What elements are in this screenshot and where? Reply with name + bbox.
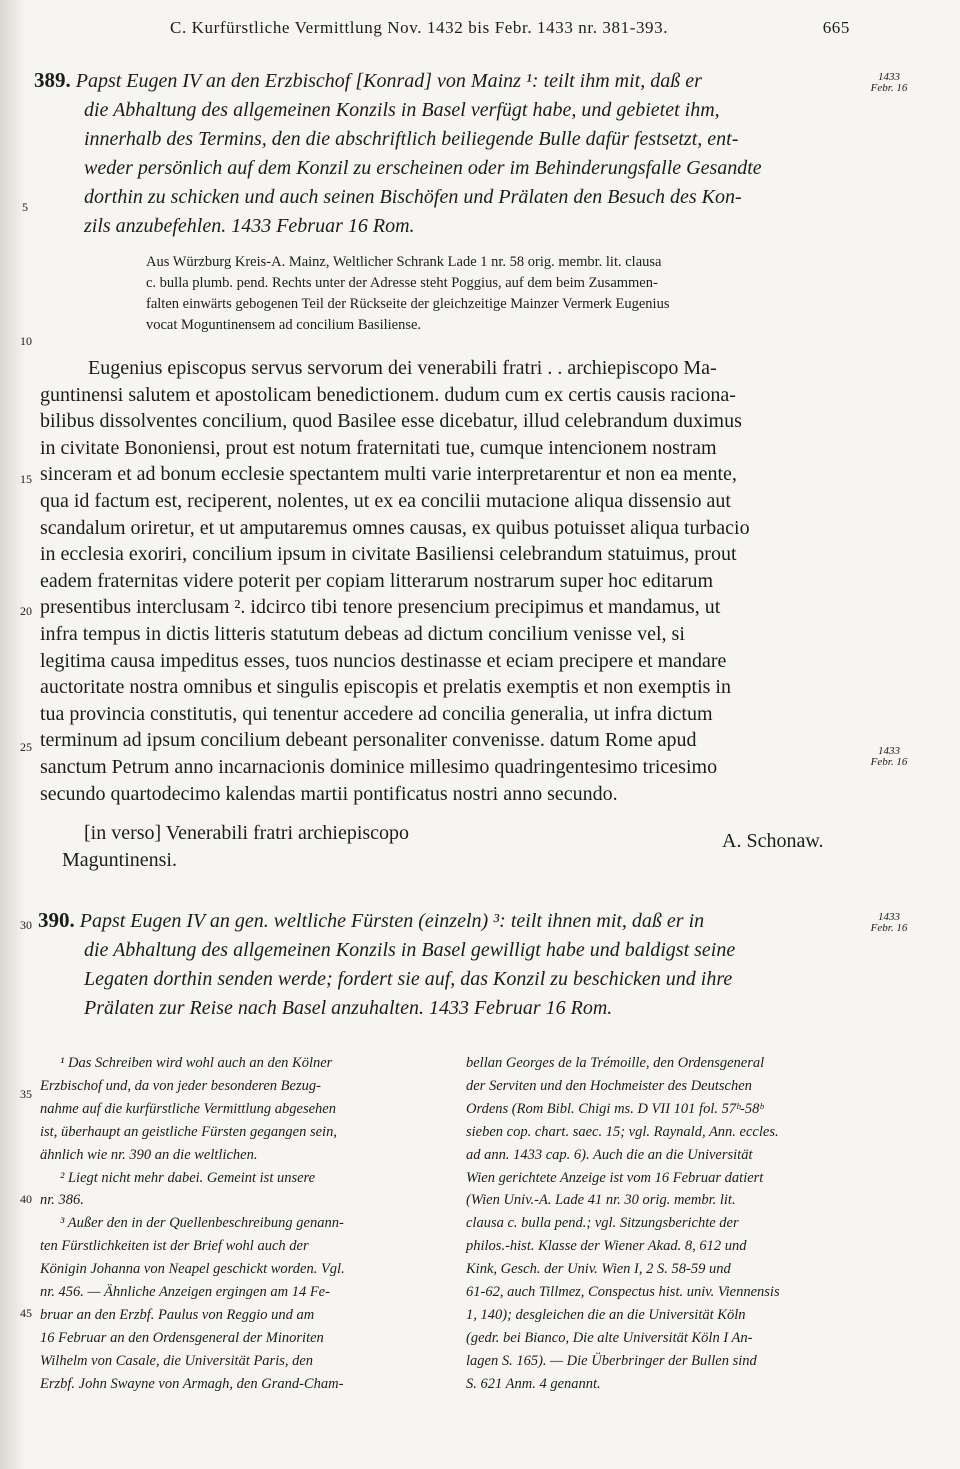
regest-line: dorthin zu schicken und auch seinen Bischöfen und Prälaten den Besuch des Kon- <box>84 186 742 208</box>
text-line: in civitate Bononiensi, prout est notum fraternitati tue, cumque intencionem nostram <box>40 436 717 459</box>
regest-line: weder persönlich auf dem Konzil zu erscheinen oder im Behinderungsfalle Gesandte <box>84 157 762 179</box>
margin-date-year: 1433 <box>878 71 900 83</box>
footnote-line: bruar an den Erzbf. Paulus von Reggio und am <box>40 1306 315 1323</box>
footnote-line: Wien gerichtete Anzeige ist vom 16 Februar datiert <box>466 1169 764 1186</box>
regest-text: Papst Eugen IV an gen. weltliche Fürsten (einzeln) ³: teilt ihnen mit, daß er in <box>79 910 705 932</box>
footnote-line: ist, überhaupt an geistliche Fürsten gegangen sein, <box>40 1123 337 1140</box>
footnote-line: der Serviten und den Hochmeister des Deutschen <box>466 1077 752 1094</box>
footnote-line: Königin Johanna von Neapel geschickt worden. Vgl. <box>40 1261 345 1278</box>
running-header <box>170 18 850 38</box>
footnote-line: (gedr. bei Bianco, Die alte Universität Köln I An- <box>466 1329 753 1346</box>
footnote-line: ¹ Das Schreiben wird wohl auch an den Kölner <box>60 1055 333 1071</box>
line-number: 15 <box>20 472 32 486</box>
footnote-line: 16 Februar an den Ordensgeneral der Minoriten <box>40 1329 324 1346</box>
footnote-line: S. 621 Anm. 4 genannt. <box>466 1375 601 1392</box>
regest-line: die Abhaltung des allgemeinen Konzils in Basel gewilligt habe und baldigst seine <box>84 939 736 961</box>
source-line: Aus Würzburg Kreis-A. Mainz, Weltlicher Schrank Lade 1 nr. 58 orig. membr. lit. clausa <box>146 254 662 270</box>
source-line: vocat Moguntinensem ad concilium Basiliense. <box>146 317 422 333</box>
line-number: 35 <box>20 1087 32 1101</box>
source-description <box>146 252 866 336</box>
regest-line: zils anzubefehlen. 1433 Februar 16 Rom. <box>84 215 415 237</box>
doc-number: 390. <box>38 908 75 932</box>
regest-line <box>38 906 860 936</box>
text-line: sinceram et ad bonum ecclesie spectantem multi varie interpretarentur et non ea mente, <box>40 463 737 486</box>
footnote-line: sieben cop. chart. saec. 15; vgl. Raynald, Ann. eccles. <box>466 1123 779 1140</box>
footnote-line: ähnlich wie nr. 390 an die weltlichen. <box>40 1146 258 1163</box>
text-line: presentibus interclusam ². idcirco tibi tenore presencium precipimus et mandamus, ut <box>40 596 721 619</box>
footnote-line: 61-62, auch Tillmez, Conspectus hist. univ. Viennensis <box>466 1284 780 1301</box>
footnote-line: philos.-hist. Klasse der Wiener Akad. 8, 612 und <box>466 1238 747 1255</box>
line-number: 10 <box>20 334 32 348</box>
line-number: 45 <box>20 1306 32 1320</box>
footnote-line: nahme auf die kurfürstliche Vermittlung abgesehen <box>40 1100 336 1117</box>
source-line: c. bulla plumb. pend. Rechts unter der Adresse steht Poggius, auf dem beim Zusammen- <box>146 275 658 291</box>
footnote-line: ten Fürstlichkeiten ist der Brief wohl auch der <box>40 1238 309 1255</box>
footnote-line: Erzbischof und, da von jeder besonderen Bezug- <box>40 1077 321 1094</box>
footnotes-left-column <box>40 1052 444 1396</box>
line-number: 25 <box>20 740 32 754</box>
doc390-regest <box>38 906 860 1023</box>
regest-line <box>34 66 860 96</box>
text-line: eadem fraternitas videre poterit per copiam litterarum nostrarum super hoc editarum <box>40 569 714 592</box>
text-line: terminum ad ipsum concilium debeant personaliter convenisse. datum Rome apud <box>40 729 697 752</box>
text-line: Eugenius episcopus servus servorum dei venerabili fratri . . archiepiscopo Ma- <box>88 357 717 379</box>
source-line: falten einwärts gebogenen Teil der Rückseite der gleichzeitige Mainzer Vermerk Eugenius <box>146 296 670 312</box>
footnote-line: 1, 140); desgleichen die an die Universität Köln <box>466 1306 746 1323</box>
footnote-line: lagen S. 165). — Die Überbringer der Bullen sind <box>466 1352 757 1369</box>
margin-date-year: 1433 <box>878 911 900 923</box>
footnote-line: nr. 456. — Ähnliche Anzeigen ergingen am 14 Fe- <box>40 1284 330 1301</box>
footnote-line: Kink, Gesch. der Univ. Wien I, 2 S. 58-59 und <box>466 1261 731 1278</box>
regest-line: Legaten dorthin senden werde; fordert sie auf, das Konzil zu beschicken und ihre <box>84 968 733 990</box>
verso-line: Maguntinensi. <box>62 848 177 871</box>
footnote-line: Erzbf. John Swayne von Armagh, den Grand-Cham- <box>40 1375 344 1392</box>
line-number: 30 <box>20 918 32 932</box>
margin-date <box>866 912 912 934</box>
margin-date <box>866 72 912 94</box>
line-number: 5 <box>22 200 28 214</box>
scan-gutter-shadow <box>0 0 26 1469</box>
footnote-line: (Wien Univ.-A. Lade 41 nr. 30 orig. membr. lit. <box>466 1192 736 1209</box>
regest-text: Papst Eugen IV an den Erzbischof [Konrad] von Mainz ¹: teilt ihm mit, daß er <box>75 70 702 92</box>
doc-number: 389. <box>34 68 71 92</box>
verso-note <box>62 820 622 873</box>
text-line: sanctum Petrum anno incarnacionis dominice millesimo quadringentesimo tricesimo <box>40 755 718 778</box>
text-line: tua provincia constitutis, qui tenentur accedere ad concilia generalia, ut infra dictum <box>40 702 713 725</box>
text-line: infra tempus in dictis litteris statutum debeas ad dictum concilium venisse vel, si <box>40 622 685 645</box>
footnote-line: bellan Georges de la Trémoille, den Ordensgeneral <box>466 1055 765 1071</box>
regest-line: die Abhaltung des allgemeinen Konzils in Basel verfügt habe, und gebietet ihm, <box>84 99 720 121</box>
latin-text <box>40 355 856 807</box>
margin-date-day: Febr. 16 <box>870 922 908 934</box>
page-number: 665 <box>822 18 850 37</box>
footnotes-right-column <box>466 1052 870 1396</box>
footnote-line: ² Liegt nicht mehr dabei. Gemeint ist unsere <box>60 1169 316 1186</box>
footnote-line: ad ann. 1433 cap. 6). Auch die an die Universität <box>466 1146 753 1163</box>
regest-line: Prälaten zur Reise nach Basel anzuhalten. 1433 Februar 16 Rom. <box>84 997 613 1019</box>
margin-date-year: 1433 <box>878 745 900 757</box>
footnote-line: Wilhelm von Casale, die Universität Paris, den <box>40 1352 314 1369</box>
footnote-line: Ordens (Rom Bibl. Chigi ms. D VII 101 fol. 57ᵇ-58ᵇ <box>466 1100 764 1117</box>
text-line: scandalum oriretur, et ut amputaremus omnes causas, ex quibus potuisset aliqua turbacio <box>40 516 750 539</box>
doc389-regest <box>34 66 860 241</box>
signature: A. Schonaw. <box>722 830 824 852</box>
text-line: auctoritate nostra omnibus et singulis episcopis et prelatis exemptis et non exemptis in <box>40 676 731 699</box>
margin-date <box>866 746 912 768</box>
text-line: qua id factum est, reciperent, nolentes, ut ex ea concilii mutacione aliqua dissensio aut <box>40 489 731 512</box>
footnote-line: ³ Außer den in der Quellenbeschreibung genann- <box>60 1215 344 1232</box>
line-number: 40 <box>20 1192 32 1206</box>
text-line: guntinensi salutem et apostolicam benedictionem. dudum cum ex certis causis raciona- <box>40 383 736 406</box>
margin-date-day: Febr. 16 <box>870 756 908 768</box>
text-line: secundo quartodecimo kalendas martii pontificatus nostri anno secundo. <box>40 782 618 805</box>
text-line: legitima causa impeditus esses, tuos nuncios destinasse et eciam precipere et mandare <box>40 649 727 672</box>
verso-line: [in verso] Venerabili fratri archiepiscopo <box>84 822 410 844</box>
margin-date-day: Febr. 16 <box>870 82 908 94</box>
text-line: bilibus dissolventes concilium, quod Basilee esse dicebatur, illud celebrandum duximus <box>40 410 742 433</box>
footnote-line: clausa c. bulla pend.; vgl. Sitzungsberichte der <box>466 1215 739 1232</box>
running-title: C. Kurfürstliche Vermittlung Nov. 1432 bis Febr. 1433 nr. 381-393. <box>170 18 669 37</box>
regest-line: innerhalb des Termins, den die abschriftlich beiliegende Bulle dafür festsetzt, ent- <box>84 128 739 150</box>
footnote-line: nr. 386. <box>40 1192 84 1209</box>
text-line: in ecclesia exoriri, concilium ipsum in civitate Basiliensi celebrandum statuimus, prout <box>40 543 737 566</box>
line-number: 20 <box>20 604 32 618</box>
